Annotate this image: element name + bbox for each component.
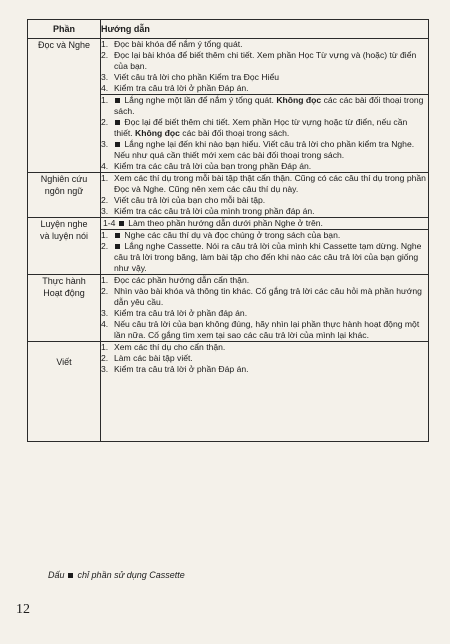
list-item: 1. Lắng nghe một lần để nắm ý tổng quát. Không đọc các các bài đối thoại trong sách. — [101, 95, 424, 116]
list-item: 2. Nhìn vào bài khóa và thông tin khác. Cố gắng trả lời các câu hỏi mà phần hướng dẫn yêu cầu. — [101, 286, 422, 307]
list-item: 3. Kiểm tra câu trả lời ở phần đáp án. — [101, 308, 248, 318]
study-guide-table — [27, 19, 429, 442]
list-item: 4. Nếu câu trả lời của bạn không đúng, hãy nhìn lại phần thực hành hoạt động một lần nữa. Cố gắng tìm xem tại sao các câu trả lời của mình lại khác. — [101, 319, 420, 340]
list-item: 2. Lắng nghe Cassette. Nói ra câu trả lời của mình khi Cassette tạm dừng. Nghe câu trả lời trong băng, làm bài tập cho đến khi nào các câu trả lời của bạn giống như vậy. — [101, 241, 422, 273]
cassette-square-icon — [115, 120, 120, 125]
instructions-practice-1 — [101, 218, 429, 230]
section-label-doc-nghe: Đọc và Nghe — [28, 39, 101, 173]
instructions-listening — [101, 95, 429, 173]
header-instructions: Hướng dẫn — [101, 20, 429, 39]
section-label-viet: Viết — [28, 342, 101, 442]
list-item: 1. Xem các thí dụ cho cẩn thận. — [101, 342, 226, 352]
cassette-square-icon — [119, 221, 124, 226]
list-item: 1. Xem các thí dụ trong mỗi bài tập thật cẩn thận. Cũng có các câu thí dụ trong phần Đọc và Nghe. Cũng nên xem các câu thí dụ này. — [101, 173, 426, 194]
table-row-language-study — [28, 173, 429, 218]
list-item: 3. Kiểm tra câu trả lời ở phần Đáp án. — [101, 364, 249, 374]
list-item: 4. Kiểm tra câu trả lời ở phần Đáp án. — [101, 83, 249, 93]
list-item: 1. Đọc các phần hướng dẫn cẩn thận. — [101, 275, 250, 285]
cassette-square-icon — [68, 573, 73, 578]
header-section: Phần — [28, 20, 101, 39]
list-item: 2. Đọc lại để biết thêm chi tiết. Xem phần Học từ vựng hoặc từ điển, nếu cần thiết. Không đọc các bài đối thoại trong sách. — [101, 117, 408, 138]
section-label-nghien-cuu: Nghiên cứu ngôn ngữ — [28, 173, 101, 218]
cassette-square-icon — [115, 142, 120, 147]
list-item: 3. Kiểm tra các câu trả lời của mình trong phần đáp án. — [101, 206, 315, 216]
instructions-practice-2 — [101, 230, 429, 275]
table-row-activities — [28, 275, 429, 342]
instructions-reading — [101, 39, 429, 95]
blank-space — [101, 375, 428, 441]
list-item: 1. Đọc bài khóa để nắm ý tổng quát. — [101, 39, 243, 49]
instructions-writing — [101, 342, 429, 442]
list-item: 2. Viết câu trả lời của bạn cho mỗi bài tập. — [101, 195, 266, 205]
instructions-activities — [101, 275, 429, 342]
table-header-row — [28, 20, 429, 39]
table-row-reading-part1 — [28, 39, 429, 95]
list-item: 2. Làm các bài tập viết. — [101, 353, 193, 363]
list-item: 3. Viết câu trả lời cho phần Kiểm tra Đọc Hiểu — [101, 72, 280, 82]
table-row-writing — [28, 342, 429, 442]
list-item: 1-4 Làm theo phần hướng dẫn dưới phần Nghe ở trên. — [103, 218, 323, 228]
cassette-square-icon — [115, 244, 120, 249]
list-item: 3. Lắng nghe lại đến khi nào bạn hiểu. Viết câu trả lời cho phần kiểm tra Nghe. Nếu như quá cần thiết mới xem các bài đối thoại trong sách. — [101, 139, 415, 160]
list-item: 1. Nghe các câu thí dụ và đọc chúng ở trong sách của bạn. — [101, 230, 341, 240]
list-item: 2. Đọc lại bài khóa để biết thêm chi tiết. Xem phần Học Từ vựng và (hoặc) từ điển của bạn. — [101, 50, 417, 71]
page-number: 12 — [16, 602, 30, 617]
list-item: 4. Kiểm tra các câu trả lời của bạn trong phần Đáp án. — [101, 161, 312, 171]
table-row-practice-1 — [28, 218, 429, 230]
section-label-thuc-hanh: Thực hành Hoạt động — [28, 275, 101, 342]
section-label-luyen-nghe: Luyện nghe và luyện nói — [28, 218, 101, 275]
cassette-square-icon — [115, 98, 120, 103]
cassette-square-icon — [115, 233, 120, 238]
footnote: Dấu chỉ phần sử dụng Cassette — [48, 570, 185, 580]
instructions-language-study — [101, 173, 429, 218]
